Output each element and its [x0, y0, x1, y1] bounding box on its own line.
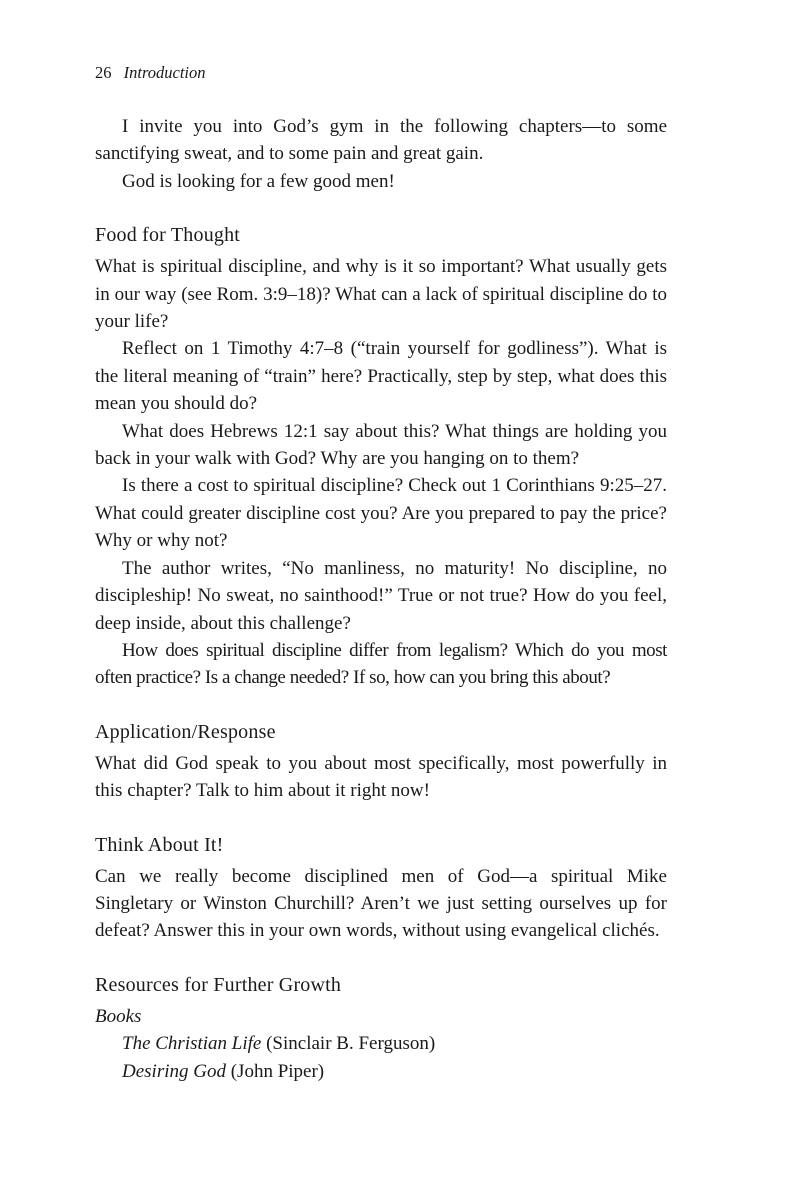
book-author: (John Piper) [230, 1060, 325, 1082]
body-paragraph: Is there a cost to spiritual discipline? Check out 1 Corinthians 9:25–27. What could greater discipline cost you? Are you prepared to pay the price? Why or why not? [95, 475, 667, 552]
think-about-it-section [95, 831, 667, 945]
resources-subheading: Books [95, 1005, 142, 1027]
book-item [122, 1058, 667, 1085]
book-list [95, 1030, 667, 1085]
body-paragraph: The author writes, “No manliness, no maturity! No discipline, no discipleship! No sweat, no sainthood!” True or not true? How do you feel, deep inside, about this challenge? [95, 557, 667, 634]
book-item [122, 1030, 667, 1057]
section-heading: Application/Response [95, 720, 276, 743]
intro-paragraph: God is looking for a few good men! [122, 170, 395, 192]
intro-paragraph: I invite you into God’s gym in the following chapters—to some sanctifying sweat, and to some pain and great gain. [95, 116, 667, 165]
book-title: Desiring God [122, 1060, 226, 1082]
section-heading: Food for Thought [95, 224, 241, 247]
body-paragraph: How does spiritual discipline differ from legalism? Which do you most often practice? Is a change needed? If so, how can you bring this about? [95, 639, 667, 689]
body-paragraph: What does Hebrews 12:1 say about this? What things are holding you back in your walk with God? Why are you hanging on to them? [95, 420, 667, 470]
body-paragraph: What is spiritual discipline, and why is it so important? What usually gets in our way (see Rom. 3:9–18)? What can a lack of spiritual discipline do to your life? [95, 256, 667, 333]
body-paragraph: Reflect on 1 Timothy 4:7–8 (“train yourself for godliness”). What is the literal meaning of “train” here? Practically, step by step, what does this mean you should do? [95, 338, 667, 415]
body-paragraph: Can we really become disciplined men of God—a spiritual Mike Singletary or Winston Churchill? Aren’t we just setting ourselves up for defeat? Answer this in your own words, without using evangelical clichés. [95, 865, 667, 942]
intro-section [95, 113, 667, 195]
page-content [95, 113, 667, 1085]
running-head [95, 62, 206, 84]
food-for-thought-section [95, 221, 667, 692]
section-heading: Think About It! [95, 833, 224, 856]
application-response-section [95, 718, 667, 805]
running-head-title: Introduction [123, 63, 206, 82]
book-title: The Christian Life [122, 1033, 262, 1055]
resources-section [95, 971, 667, 1085]
body-paragraph: What did God speak to you about most specifically, most powerfully in this chapter? Talk to him about it right now! [95, 752, 667, 802]
book-author: (Sinclair B. Ferguson) [266, 1033, 436, 1055]
section-heading: Resources for Further Growth [95, 973, 342, 996]
page-number: 26 [95, 63, 112, 82]
